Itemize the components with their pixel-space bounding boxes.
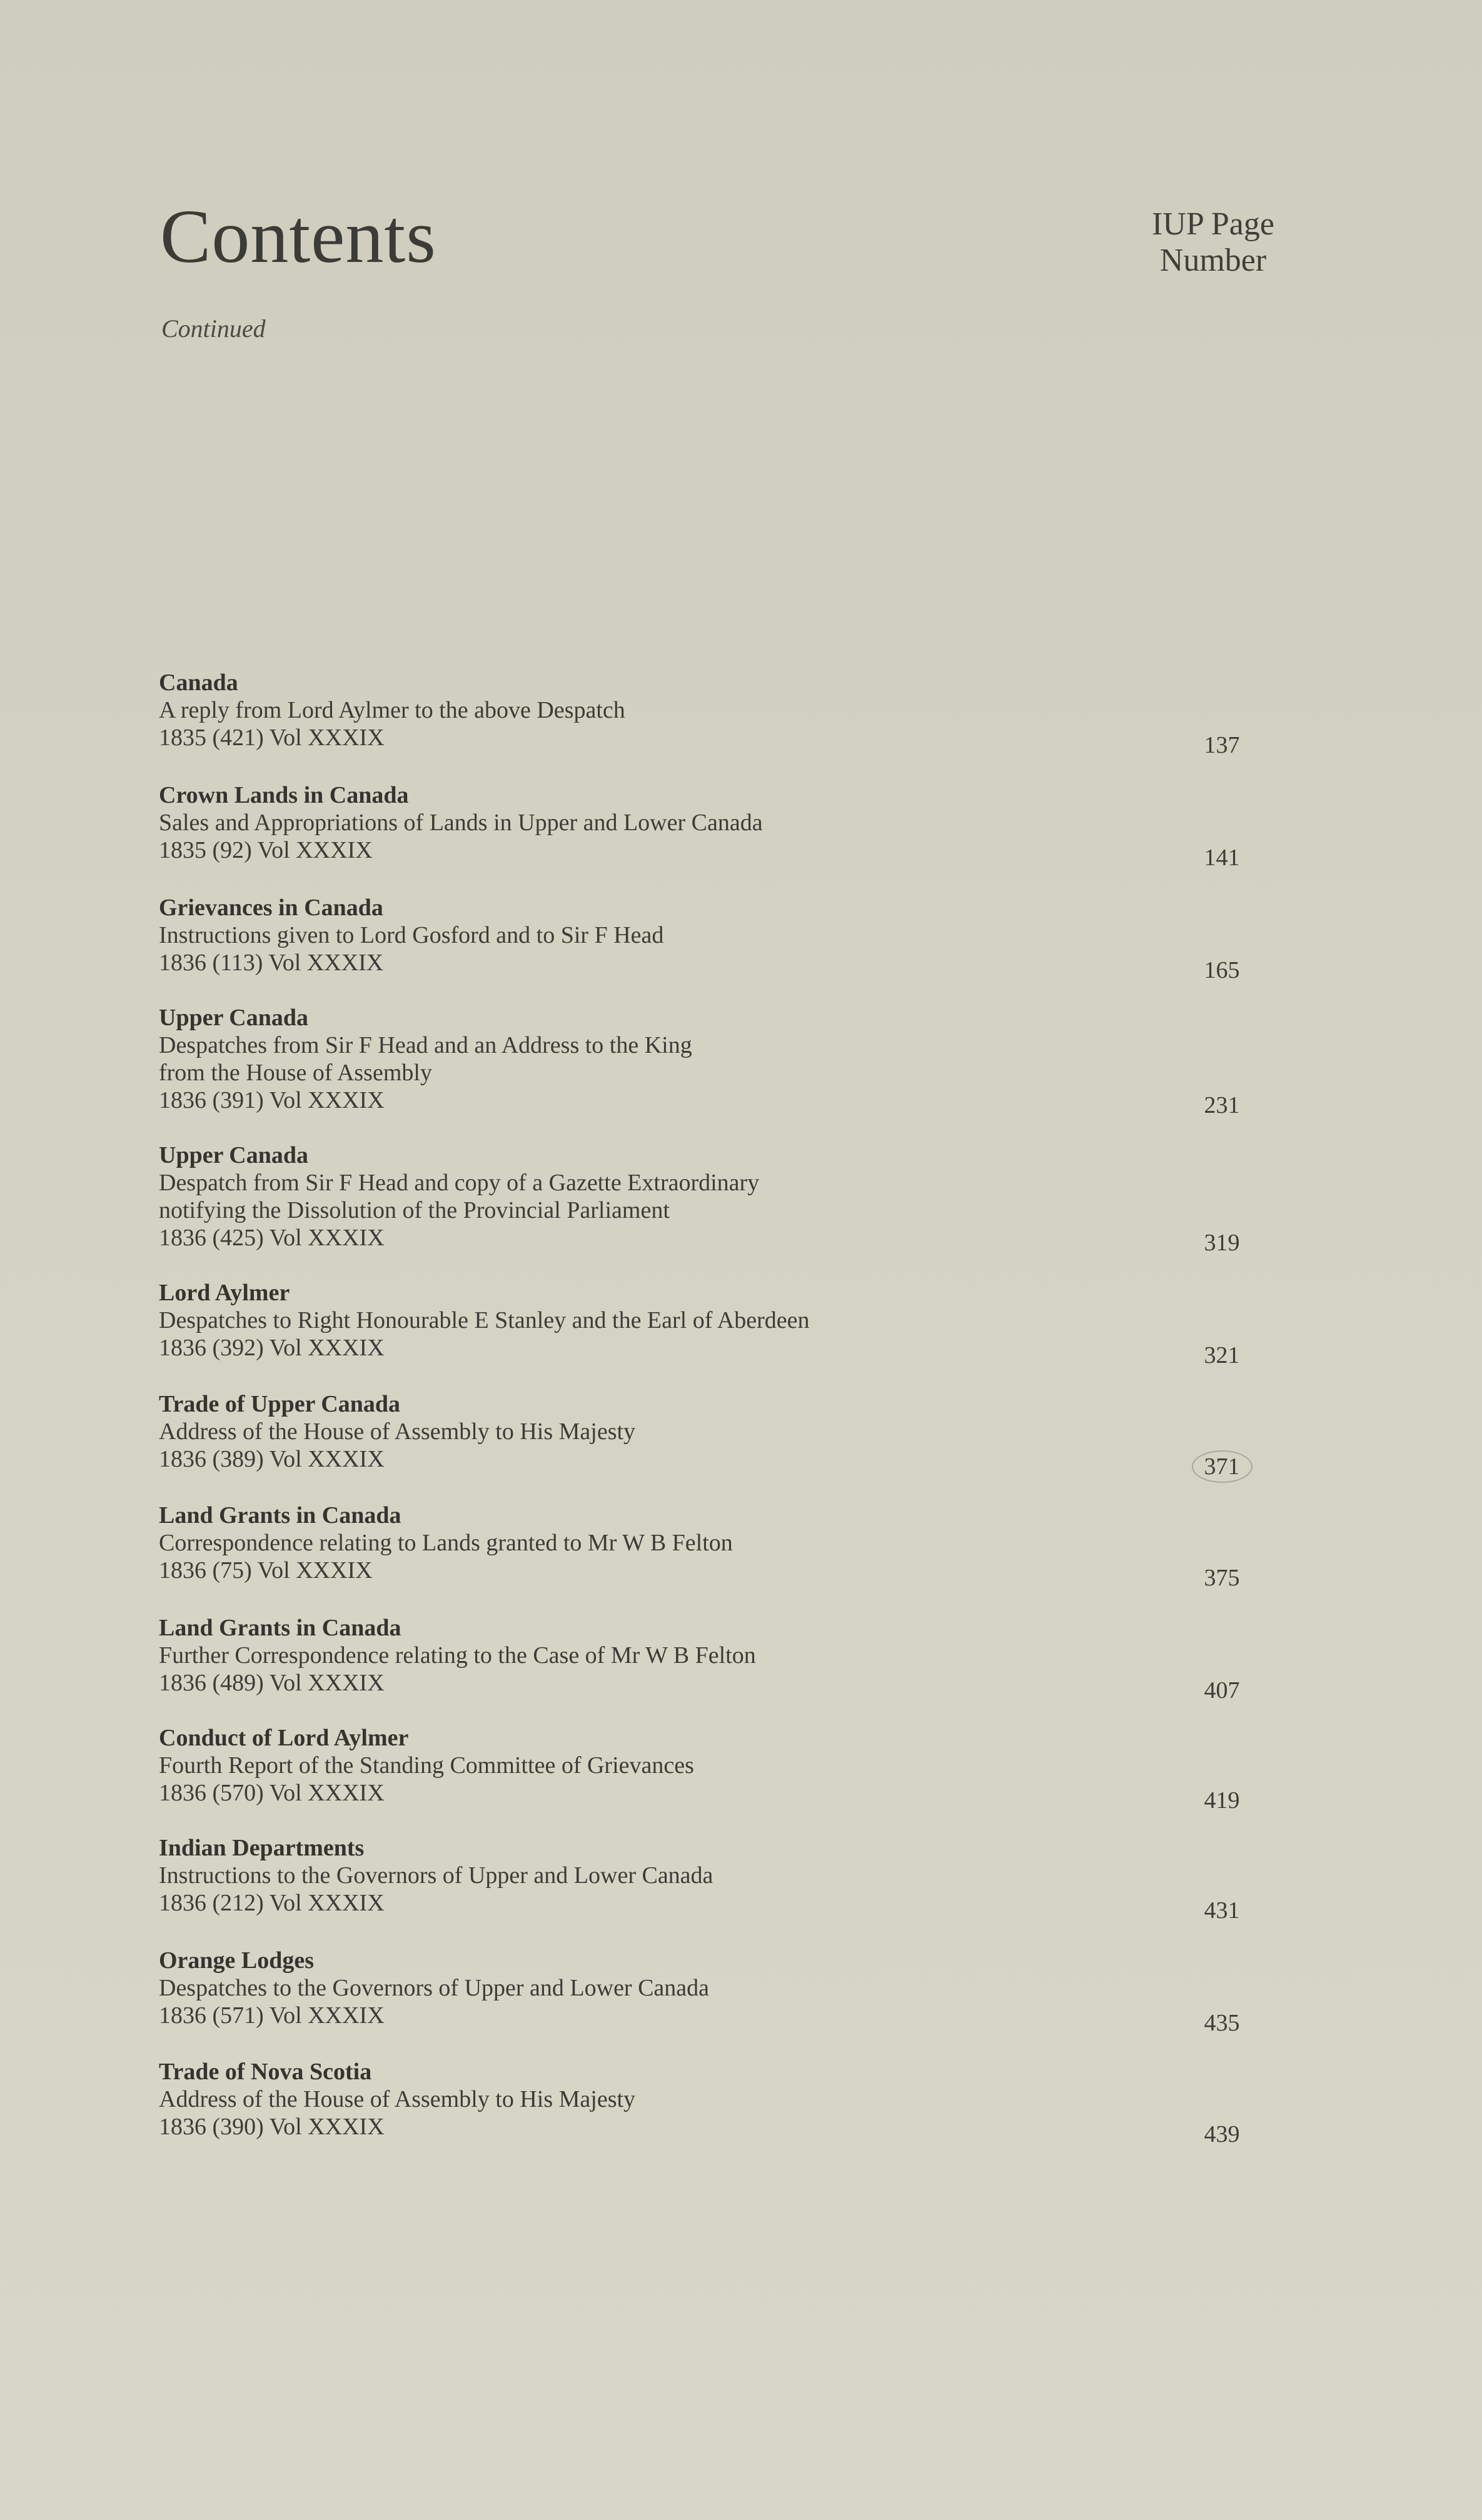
entry-description: Address of the House of Assembly to His Majesty xyxy=(159,2086,636,2112)
entry-page-number: 407 xyxy=(1204,1677,1240,1704)
entry-page-number xyxy=(1159,1450,1284,1483)
entry-description: Sales and Appropriations of Lands in Upper and Lower Canada xyxy=(159,810,763,836)
entry-description-continued: from the House of Assembly xyxy=(159,1060,432,1086)
entry-reference: 1836 (571) Vol XXXIX xyxy=(159,2002,385,2029)
entry-page-number: 165 xyxy=(1204,957,1240,983)
contents-entry xyxy=(159,1724,1284,1814)
entry-description: Despatches to Right Honourable E Stanley and the Earl of Aberdeen xyxy=(159,1307,810,1333)
entry-heading: Upper Canada xyxy=(159,1142,308,1168)
entry-description: Despatches from Sir F Head and an Address to the King xyxy=(159,1032,692,1058)
entry-heading: Trade of Upper Canada xyxy=(159,1391,401,1417)
entry-description: Despatch from Sir F Head and copy of a Gazette Extraordinary xyxy=(159,1170,760,1196)
entry-description: Instructions to the Governors of Upper and Lower Canada xyxy=(159,1862,713,1889)
entry-description: Instructions given to Lord Gosford and to Sir F Head xyxy=(159,922,664,948)
entry-heading: Upper Canada xyxy=(159,1005,308,1031)
entry-description: Despatches to the Governors of Upper and Lower Canada xyxy=(159,1975,710,2001)
contents-entry xyxy=(159,1614,1284,1704)
entry-description-continued: notifying the Dissolution of the Provincial Parliament xyxy=(159,1197,670,1223)
contents-entry xyxy=(159,781,1284,871)
entry-heading: Land Grants in Canada xyxy=(159,1502,401,1529)
contents-entry xyxy=(159,894,1284,983)
entry-heading: Conduct of Lord Aylmer xyxy=(159,1725,409,1751)
entry-reference: 1836 (391) Vol XXXIX xyxy=(159,1087,385,1113)
entry-heading: Crown Lands in Canada xyxy=(159,782,409,808)
contents-entry xyxy=(159,669,1284,758)
contents-entry xyxy=(159,1279,1284,1368)
entry-heading: Grievances in Canada xyxy=(159,895,383,921)
entry-page-number: 141 xyxy=(1204,845,1240,871)
contents-entry xyxy=(159,1834,1284,1924)
circled-page-number: 371 xyxy=(1192,1450,1253,1483)
entry-reference: 1836 (113) Vol XXXIX xyxy=(159,950,384,976)
entry-reference: 1836 (389) Vol XXXIX xyxy=(159,1446,385,1472)
contents-entry xyxy=(159,1502,1284,1591)
entry-reference: 1836 (392) Vol XXXIX xyxy=(159,1335,385,1361)
entry-heading: Land Grants in Canada xyxy=(159,1615,401,1641)
entry-page-number: 319 xyxy=(1204,1230,1240,1256)
entry-heading: Lord Aylmer xyxy=(159,1280,290,1306)
entry-page-number: 375 xyxy=(1204,1565,1240,1591)
entry-reference: 1836 (489) Vol XXXIX xyxy=(159,1670,385,1696)
entry-heading: Orange Lodges xyxy=(159,1947,315,1974)
contents-entry xyxy=(159,1142,1284,1256)
contents-entry xyxy=(159,1947,1284,2036)
entry-description: Fourth Report of the Standing Committee of Grievances xyxy=(159,1752,694,1779)
entry-description: Address of the House of Assembly to His Majesty xyxy=(159,1418,636,1445)
page-subtitle: Continued xyxy=(161,314,266,343)
entry-reference: 1836 (212) Vol XXXIX xyxy=(159,1890,385,1916)
entry-reference: 1836 (390) Vol XXXIX xyxy=(159,2114,385,2140)
entry-page-number: 321 xyxy=(1204,1342,1240,1368)
contents-entry xyxy=(159,2058,1284,2147)
entry-heading: Canada xyxy=(159,670,238,696)
entry-description: A reply from Lord Aylmer to the above Despatch xyxy=(159,697,625,723)
contents-entry xyxy=(159,1390,1284,1480)
page-number-column-heading xyxy=(1119,206,1307,279)
entry-reference: 1836 (75) Vol XXXIX xyxy=(159,1557,373,1584)
entry-page-number: 231 xyxy=(1204,1092,1240,1118)
page-title: Contents xyxy=(160,194,436,279)
entry-reference: 1836 (425) Vol XXXIX xyxy=(159,1225,385,1251)
entry-reference: 1835 (421) Vol XXXIX xyxy=(159,725,385,751)
entry-reference: 1836 (570) Vol XXXIX xyxy=(159,1780,385,1806)
column-heading-line1: IUP Page xyxy=(1152,206,1274,242)
contents-entry xyxy=(159,1004,1284,1118)
entry-page-number: 419 xyxy=(1204,1787,1240,1814)
entry-description: Correspondence relating to Lands granted to Mr W B Felton xyxy=(159,1530,733,1556)
entry-heading: Indian Departments xyxy=(159,1835,365,1861)
entry-page-number: 435 xyxy=(1204,2010,1240,2036)
entry-description: Further Correspondence relating to the Case of Mr W B Felton xyxy=(159,1642,756,1669)
entry-page-number: 431 xyxy=(1204,1897,1240,1924)
entry-reference: 1835 (92) Vol XXXIX xyxy=(159,837,373,863)
entry-page-number: 439 xyxy=(1204,2121,1240,2147)
entry-page-number: 137 xyxy=(1204,732,1240,758)
entry-heading: Trade of Nova Scotia xyxy=(159,2059,372,2085)
column-heading-line2: Number xyxy=(1159,243,1267,278)
